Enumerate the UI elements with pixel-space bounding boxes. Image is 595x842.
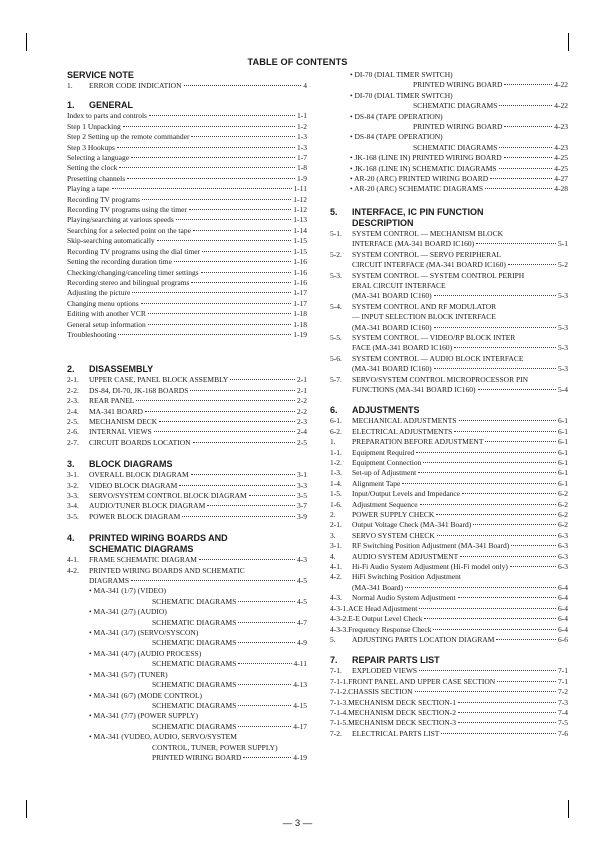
toc-entry[interactable]: 7-1-2. CHASSIS SECTION 7-2: [330, 687, 568, 697]
toc-entry[interactable]: • JK-168 (LINE IN) SCHEMATIC DIAGRAMS 4-25: [350, 163, 568, 173]
toc-entry[interactable]: • DI-70 (DIAL TIMER SWITCH) SCHEMATIC DIAGRAMS 4-22: [350, 90, 568, 111]
toc-entry[interactable]: 5-3. SYSTEM CONTROL — SYSTEM CONTROL PERIPH ERAL CIRCUIT INTERFACE (MA-341 BOARD IC160) 5-3: [330, 270, 568, 301]
toc-entry[interactable]: 5. ADJUSTING PARTS LOCATION DIAGRAM 6-6: [330, 634, 568, 644]
toc-entry[interactable]: Step 2 Setting up the remote commander 1-3: [67, 132, 307, 142]
toc-entry[interactable]: Changing menu options 1-17: [67, 298, 307, 308]
toc-entry[interactable]: Checking/changing/canceling timer settings 1-16: [67, 267, 307, 277]
toc-entry[interactable]: 2-7. CIRCUIT BOARDS LOCATION 2-5: [67, 437, 307, 447]
toc-entry[interactable]: Presetting channels 1-9: [67, 173, 307, 183]
section-heading: 7. REPAIR PARTS LIST: [330, 655, 440, 666]
section-heading: 4. PRINTED WIRING BOARDS AND SCHEMATIC DIAGRAMS: [67, 533, 228, 555]
toc-entry[interactable]: Troubleshooting 1-19: [67, 329, 307, 339]
toc-entry[interactable]: 2. POWER SUPPLY CHECK 6-2: [330, 510, 568, 520]
toc-entry[interactable]: • AR-20 (ARC) SCHEMATIC DIAGRAMS 4-28: [350, 184, 568, 194]
section-heading: SERVICE NOTE: [67, 70, 134, 80]
toc-entry[interactable]: 7-2. ELECTRICAL PARTS LIST 7-6: [330, 728, 568, 738]
toc-entry[interactable]: Recording TV programs 1-12: [67, 194, 307, 204]
toc-entry[interactable]: 4-3. Normal Audio System Adjustment 6-4: [330, 593, 568, 603]
page-number: — 3 —: [282, 818, 313, 829]
toc-entry[interactable]: Setting the recording duration time 1-16: [67, 257, 307, 267]
toc-entry[interactable]: Editing with another VCR 1-18: [67, 309, 307, 319]
toc-entry[interactable]: 7-1. EXPLODED VIEWS 7-1: [330, 666, 568, 676]
toc-entry[interactable]: 3-1. RF Switching Position Adjustment (MA-341 Board) 6-3: [330, 541, 568, 551]
toc-entry[interactable]: 2-1. UPPER CASE, PANEL BLOCK ASSEMBLY 2-1: [67, 375, 307, 385]
crop-mark: [568, 33, 569, 51]
toc-entry[interactable]: 1-4. Alignment Tape 6-1: [330, 478, 568, 488]
crop-mark: [568, 800, 569, 818]
toc-entry[interactable]: 5-5. SYSTEM CONTROL — VIDEO/RP BLOCK INTER FACE (MA-341 BOARD IC160) 5-3: [330, 332, 568, 353]
toc-entry[interactable]: 1-6. Adjustment Sequence 6-2: [330, 499, 568, 509]
toc-entry[interactable]: • JK-168 (LINE IN) PRINTED WIRING BOARD 4-25: [350, 153, 568, 163]
toc-entry[interactable]: 1. ERROR CODE INDICATION 4: [67, 81, 307, 90]
section-heading: 5. INTERFACE, IC PIN FUNCTION DESCRIPTION: [330, 206, 484, 228]
toc-entry[interactable]: 1. PREPARATION BEFORE ADJUSTMENT 6-1: [330, 437, 568, 447]
toc-entry[interactable]: 3-5. POWER BLOCK DIAGRAM 3-9: [67, 511, 307, 521]
toc-entry[interactable]: Recording stereo and bilingual programs 1-16: [67, 277, 307, 287]
toc-entry[interactable]: 2-1. Output Voltage Check (MA-341 Board) 6-2: [330, 520, 568, 530]
toc-entry[interactable]: 4-2. HiFi Switching Position Adjustment (MA-341 Board) 6-4: [330, 572, 568, 592]
toc-entry[interactable]: • DS-84 (TAPE OPERATION) PRINTED WIRING BOARD 4-23: [350, 111, 568, 132]
toc-entry[interactable]: Step 1 Unpacking 1-2: [67, 121, 307, 131]
toc-entry[interactable]: 4-1. Hi-Fi Audio System Adjustment (Hi-Fi model only) 6-3: [330, 562, 568, 572]
toc-entry[interactable]: 1-1. Equipment Required 6-1: [330, 447, 568, 457]
toc-entry[interactable]: 4-3-1. ACE Head Adjustment 6-4: [330, 603, 568, 613]
toc-entry[interactable]: 4. AUDIO SYSTEM ADJUSTMENT 6-3: [330, 551, 568, 561]
section-heading: 6. ADJUSTMENTS: [330, 405, 420, 416]
crop-mark: [26, 33, 27, 51]
toc-entry[interactable]: Step 3 Hookups 1-3: [67, 142, 307, 152]
toc-entry[interactable]: • AR-20 (ARC) PRINTED WIRING BOARD 4-27: [350, 174, 568, 184]
toc-entry[interactable]: 1-3. Set-up of Adjustment 6-1: [330, 468, 568, 478]
toc-entry[interactable]: 5-2. SYSTEM CONTROL — SERVO PERIPHERAL CIRCUIT INTERFACE (MA-341 BOARD IC160) 5-2: [330, 249, 568, 270]
toc-entry[interactable]: • DI-70 (DIAL TIMER SWITCH) PRINTED WIRING BOARD 4-22: [350, 70, 568, 90]
toc-entry[interactable]: 3-1. OVERALL BLOCK DIAGRAM 3-1: [67, 470, 307, 480]
toc-entry[interactable]: 5-7. SERVO/SYSTEM CONTROL MICROPROCESSOR PIN FUNCTIONS (MA-341 BOARD IC160) 5-4: [330, 374, 568, 394]
toc-entry[interactable]: 3. SERVO SYSTEM CHECK 6-3: [330, 530, 568, 540]
toc-entry[interactable]: 1-2. Equipment Connection 6-1: [330, 458, 568, 467]
toc-entry[interactable]: 7-1-4. MECHANISM DECK SECTION-2 7-4: [330, 707, 568, 717]
toc-entry[interactable]: Playing/searching at various speeds 1-13: [67, 215, 307, 225]
toc-entry[interactable]: General setup information 1-18: [67, 319, 307, 329]
toc-entry[interactable]: Playing a tape 1-11: [67, 184, 307, 194]
toc-entry[interactable]: 4-1. FRAME SCHEMATIC DIAGRAM 4-3: [67, 555, 307, 565]
section-heading: 3. BLOCK DIAGRAMS: [67, 459, 173, 470]
toc-entry[interactable]: Adjusting the picture 1-17: [67, 288, 307, 298]
toc-entry[interactable]: 7-1-3. MECHANISM DECK SECTION-1 7-3: [330, 697, 568, 707]
toc-entry[interactable]: • MA-341 (2/7) (AUDIO) SCHEMATIC DIAGRAMS 4-7: [89, 607, 307, 627]
toc-entry[interactable]: • MA-341 (7/7) (POWER SUPPLY) SCHEMATIC DIAGRAMS 4-17: [89, 711, 307, 731]
toc-left-column: [67, 70, 307, 763]
toc-entry[interactable]: 7-1-1. FRONT PANEL AND UPPER CASE SECTION 7-1: [330, 676, 568, 686]
toc-entry[interactable]: • MA-341 (3/7) (SERVO/SYSCON) SCHEMATIC DIAGRAMS 4-9: [89, 628, 307, 648]
toc-entry[interactable]: 2-6. INTERNAL VIEWS 2-4: [67, 427, 307, 437]
toc-entry[interactable]: 2-4. MA-341 BOARD 2-2: [67, 406, 307, 416]
toc-entry[interactable]: 3-3. SERVO/SYSTEM CONTROL BLOCK DIAGRAM 3-5: [67, 491, 307, 500]
toc-entry[interactable]: Recording TV programs using the dial timer 1-15: [67, 246, 307, 256]
crop-mark: [26, 800, 27, 818]
toc-entry[interactable]: 3-2. VIDEO BLOCK DIAGRAM 3-3: [67, 480, 307, 490]
toc-entry[interactable]: 5-6. SYSTEM CONTROL — AUDIO BLOCK INTERFACE (MA-341 BOARD IC160) 5-3: [330, 353, 568, 374]
toc-entry[interactable]: Recording TV programs using the timer 1-12: [67, 205, 307, 215]
toc-entry[interactable]: 2-2. DS-84, DI-70, JK-168 BOARDS 2-1: [67, 385, 307, 395]
toc-entry[interactable]: 5-1. SYSTEM CONTROL — MECHANISM BLOCK INTERFACE (MA-341 BOARD IC160) 5-1: [330, 228, 568, 249]
toc-entry[interactable]: 4-3-3. Frequency Response Check 6-4: [330, 624, 568, 634]
toc-entry[interactable]: Selecting a language 1-7: [67, 153, 307, 163]
toc-entry[interactable]: 5-4. SYSTEM CONTROL AND RF MODULATOR — INPUT SELECTION BLOCK INTERFACE (MA-341 BOARD IC160) 5-3: [330, 301, 568, 332]
toc-right-column: [330, 70, 568, 739]
page-title: TABLE OF CONTENTS: [247, 57, 348, 67]
toc-entry[interactable]: • MA-341 (6/7) (MODE CONTROL) SCHEMATIC DIAGRAMS 4-15: [89, 690, 307, 710]
toc-entry[interactable]: Searching for a selected point on the tape 1-14: [67, 225, 307, 235]
toc-entry[interactable]: 2-3. REAR PANEL 2-2: [67, 396, 307, 406]
toc-entry[interactable]: 6-1. MECHANICAL ADJUSTMENTS 6-1: [330, 416, 568, 426]
toc-entry[interactable]: • MA-341 (4/7) (AUDIO PROCESS) SCHEMATIC DIAGRAMS 4-11: [89, 648, 307, 669]
section-heading: 2. DISASSEMBLY: [67, 364, 154, 375]
toc-entry[interactable]: 7-1-5. MECHANISM DECK SECTION-3 7-5: [330, 718, 568, 728]
toc-entry[interactable]: Index to parts and controls 1-1: [67, 111, 307, 121]
section-heading: 1. GENERAL: [67, 100, 134, 111]
toc-entry[interactable]: Skip-searching automatically 1-15: [67, 236, 307, 246]
toc-entry[interactable]: 2-5. MECHANISM DECK 2-3: [67, 416, 307, 426]
toc-entry[interactable]: 4-2. PRINTED WIRING BOARDS AND SCHEMATIC DIAGRAMS 4-5: [67, 565, 307, 586]
toc-entry[interactable]: 1-5. Input/Output Levels and Impedance 6-2: [330, 489, 568, 499]
toc-entry[interactable]: 4-3-2. E-E Output Level Check 6-4: [330, 614, 568, 624]
toc-entry[interactable]: • MA-341 (5/7) (TUNER) SCHEMATIC DIAGRAMS 4-13: [89, 669, 307, 690]
toc-entry[interactable]: 3-4. AUDIO/TUNER BLOCK DIAGRAM 3-7: [67, 501, 307, 511]
toc-entry[interactable]: • MA-341 (1/7) (VIDEO) SCHEMATIC DIAGRAMS 4-5: [89, 586, 307, 606]
toc-entry[interactable]: • MA-341 (VUDEO, AUDIO, SERVO/SYSTEM CONTROL, TUNER, POWER SUPPLY) PRINTED WIRING BOARD 4-19: [89, 732, 307, 762]
toc-entry[interactable]: • DS-84 (TAPE OPERATION) SCHEMATIC DIAGRAMS 4-23: [350, 132, 568, 152]
toc-entry[interactable]: 6-2. ELECTRICAL ADJUSTMENTS 6-1: [330, 426, 568, 436]
toc-entry[interactable]: Setting the clock 1-8: [67, 163, 307, 173]
